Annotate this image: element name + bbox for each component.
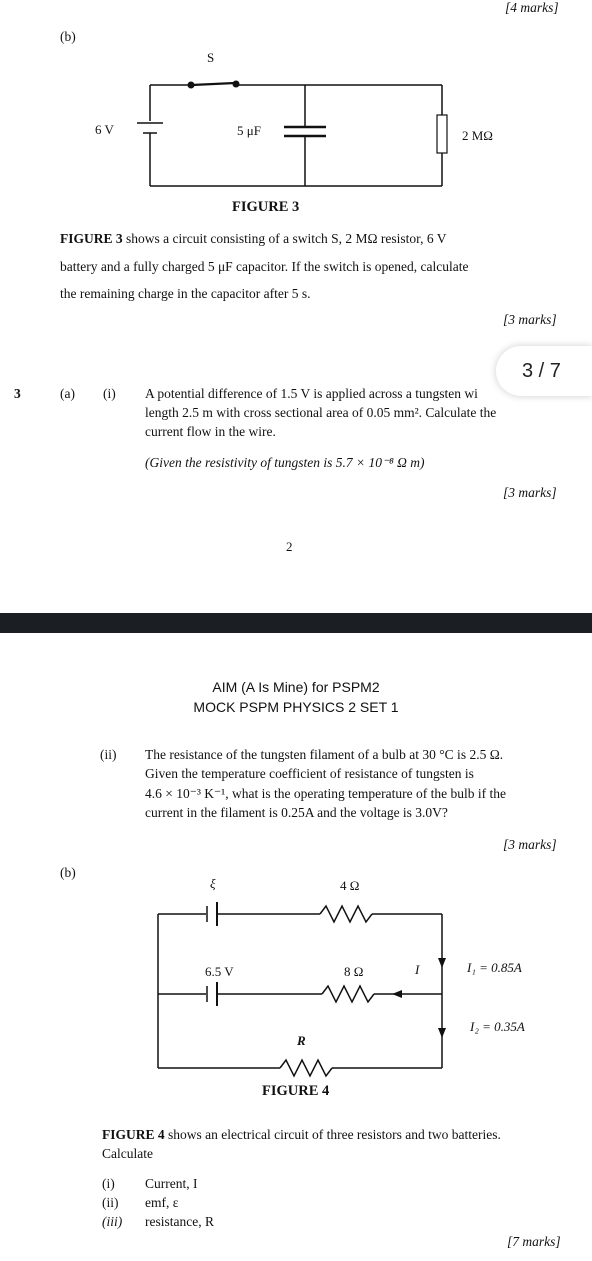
question-b-line-2: battery and a fully charged 5 μF capacitor. If the switch is opened, calculate (60, 259, 469, 274)
r1-label: 4 Ω (340, 878, 360, 893)
i2-label: I₂ = 0.35A (470, 1019, 525, 1034)
battery-label: 6 V (95, 122, 114, 137)
marks-3ai: [3 marks] (503, 485, 557, 500)
question-b-line-3: the remaining charge in the capacitor after 5 s. (60, 286, 311, 301)
capacitor-label: 5 μF (237, 123, 261, 138)
current-label: I (415, 962, 420, 977)
battery2-label: 6.5 V (205, 964, 234, 979)
question-3-line-2: length 2.5 m with cross sectional area of 0.05 mm². Calculate the (145, 405, 497, 420)
resistor-label: 2 MΩ (462, 128, 493, 143)
marks-b: [3 marks] (503, 312, 557, 327)
calc-item-3-num: (iii) (102, 1214, 123, 1229)
question-ii-number: (ii) (100, 747, 117, 762)
calc-item-2-text: emf, ε (145, 1195, 179, 1210)
i1-label: I₁ = 0.85A (467, 960, 522, 975)
page-number: 2 (286, 539, 293, 554)
question-3-line-3: current flow in the wire. (145, 424, 276, 439)
calc-item-3-text: resistance, R (145, 1214, 214, 1229)
r3-label: R (297, 1033, 306, 1048)
question-b2-line-1: FIGURE 4 shows an electrical circuit of three resistors and two batteries. (102, 1127, 501, 1142)
figure-3-caption: FIGURE 3 (232, 199, 300, 215)
part-b-label-2: (b) (60, 865, 76, 880)
calc-item-2-num: (ii) (102, 1195, 119, 1210)
page-indicator: 3 / 7 (496, 346, 592, 396)
question-b-line-1: FIGURE 3 shows a circuit consisting of a switch S, 2 MΩ resistor, 6 V (60, 231, 447, 246)
calc-item-1-text: Current, I (145, 1176, 198, 1191)
question-ii-line-3: 4.6 × 10⁻³ K⁻¹, what is the operating temperature of the bulb if the (145, 786, 506, 801)
question-ii-line-4: current in the filament is 0.25A and the voltage is 3.0V? (145, 805, 448, 820)
question-3-line-1: A potential difference of 1.5 V is applied across a tungsten wi (145, 386, 478, 401)
part-b-label: (b) (60, 29, 76, 44)
marks-ii: [3 marks] (503, 837, 557, 852)
question-3-sub-i: (i) (103, 386, 116, 401)
question-3-part-a: (a) (60, 386, 75, 401)
switch-label: S (207, 50, 215, 65)
marks-top: [4 marks] (505, 0, 559, 15)
figure-4-caption: FIGURE 4 (262, 1083, 330, 1099)
question-3-given: (Given the resistivity of tungsten is 5.7 × 10⁻⁸ Ω m) (145, 455, 425, 470)
marks-b2: [7 marks] (507, 1234, 561, 1249)
r2-label: 8 Ω (344, 964, 364, 979)
emf-label: ξ (210, 876, 216, 891)
question-b2-line-2: Calculate (102, 1146, 153, 1161)
question-ii-line-1: The resistance of the tungsten filament of a bulb at 30 °C is 2.5 Ω. (145, 747, 504, 762)
question-ii-line-2: Given the temperature coefficient of resistance of tungsten is (145, 766, 474, 781)
question-3-number: 3 (14, 386, 21, 401)
header-line-1: AIM (A Is Mine) for PSPM2 (212, 679, 380, 695)
calc-item-1-num: (i) (102, 1176, 115, 1191)
header-line-2: MOCK PSPM PHYSICS 2 SET 1 (193, 699, 399, 715)
